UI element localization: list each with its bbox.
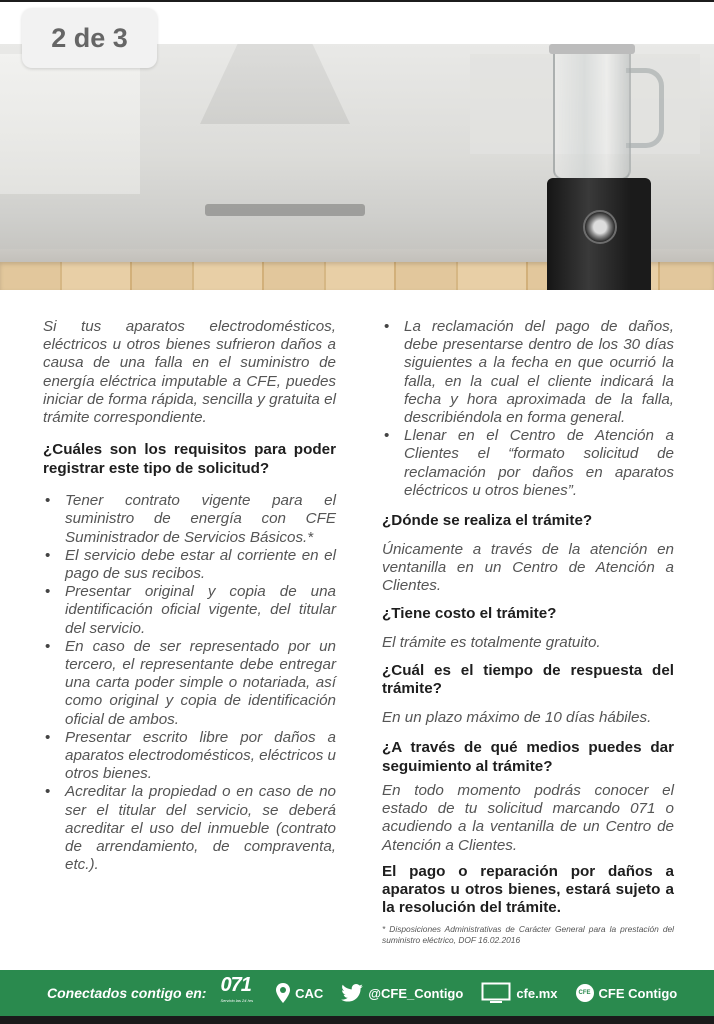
requirements-list	[43, 492, 336, 874]
footer-lead: Conectados contigo en:	[47, 985, 207, 1001]
answer-cost: El trámite es totalmente gratuito.	[382, 633, 601, 651]
phone-071-icon	[220, 974, 254, 1009]
list-item: • Tener contrato vigente para el suministro de energía con CFE Suministrador de Servicios Básicos.*	[43, 492, 336, 547]
hero-window	[0, 54, 140, 194]
left-column	[43, 318, 336, 874]
app-label: CFE Contigo	[598, 985, 678, 1001]
footnote: * Disposiciones Administrativas de Carácter General para la prestación del suministro eléctrico, DOF 16.02.2016	[382, 924, 674, 945]
footer-app[interactable]	[576, 984, 678, 1002]
list-item: • Presentar escrito libre por daños a aparatos electrodomésticos, eléctricos u otros bienes.	[43, 729, 336, 784]
hero-range-hood	[200, 44, 350, 124]
intro-paragraph: Si tus aparatos electrodomésticos, eléctricos u otros bienes sufrieron daños a causa de una falla en el suministro de energía eléctrica imputable a CFE, puedes iniciar de forma rápida, sencilla y gratuita el trámite correspondiente.	[43, 318, 336, 427]
answer-where: Únicamente a través de la atención en ventanilla en un Centro de Atención a Clientes.	[382, 540, 674, 594]
website-label: cfe.mx	[516, 985, 558, 1001]
list-item: • La reclamación del pago de daños, debe presentarse dentro de los 30 días siguientes a la fecha en que ocurrió la falla, en la cual el cliente indicará la fecha y hora aproximada de la falla, describiéndola en forma general.	[382, 318, 674, 427]
question-follow-up: ¿A través de qué medios puedes dar seguimiento al trámite?	[382, 739, 674, 775]
list-item: • El servicio debe estar al corriente en el pago de sus recibos.	[43, 547, 336, 583]
page-indicator: 2 de 3	[22, 8, 157, 68]
question-cost: ¿Tiene costo el trámite?	[382, 605, 557, 623]
footer-web[interactable]	[481, 982, 557, 1004]
location-pin-icon	[276, 983, 290, 1003]
resolution-note: El pago o reparación por daños a aparatos u otros bienes, estará sujeto a la resolución del trámite.	[382, 862, 674, 917]
footer-phone[interactable]	[220, 974, 258, 1009]
list-item: • Acreditar la propiedad o en caso de no ser el titular del servicio, se deberá acreditar el uso del inmueble (contrato de arrendamiento, de compraventa, etc.).	[43, 783, 336, 874]
blender-jar	[553, 48, 631, 180]
footer-twitter[interactable]	[341, 984, 463, 1002]
bottom-strip	[0, 1016, 714, 1024]
procedure-list	[382, 318, 674, 500]
cac-label: CAC	[295, 985, 324, 1001]
list-item: • En caso de ser representado por un tercero, el representante debe entregar una carta poder simple o notariada, así como original y copia de identificación oficial de ambos.	[43, 638, 336, 729]
cfe-logo-icon: CFE	[576, 984, 594, 1002]
twitter-bird-icon	[341, 984, 363, 1002]
hero-stove	[205, 204, 365, 216]
answer-follow-up: En todo momento podrás conocer el estado de tu solicitud marcando 071 o acudiendo a la ventanilla de un Centro de Atención a Clientes.	[382, 782, 674, 854]
phone-number: 071	[220, 974, 251, 996]
hero-kitchen-image	[0, 44, 714, 290]
question-response-time: ¿Cuál es el tiempo de respuesta del trámite?	[382, 661, 674, 698]
requirements-heading: ¿Cuáles son los requisitos para poder registrar este tipo de solicitud?	[43, 441, 336, 477]
footer-bar	[0, 970, 714, 1016]
blender-knob	[583, 210, 617, 244]
footer-cac[interactable]	[276, 983, 323, 1003]
blender-lid	[549, 44, 635, 54]
top-border	[0, 0, 714, 2]
phone-subtext: Servicio las 24 hrs	[220, 998, 254, 1003]
blender-handle	[626, 68, 664, 148]
list-item: • Llenar en el Centro de Atención a Clientes el “formato solicitud de reclamación por daños en aparatos eléctricos u otros bienes”.	[382, 427, 674, 500]
list-item: • Presentar original y copia de una identificación oficial vigente, del titular del servicio.	[43, 583, 336, 638]
answer-response-time: En un plazo máximo de 10 días hábiles.	[382, 708, 652, 726]
twitter-handle: @CFE_Contigo	[368, 985, 464, 1001]
monitor-icon	[481, 982, 511, 1004]
right-column	[382, 318, 674, 917]
question-where: ¿Dónde se realiza el trámite?	[382, 512, 593, 530]
